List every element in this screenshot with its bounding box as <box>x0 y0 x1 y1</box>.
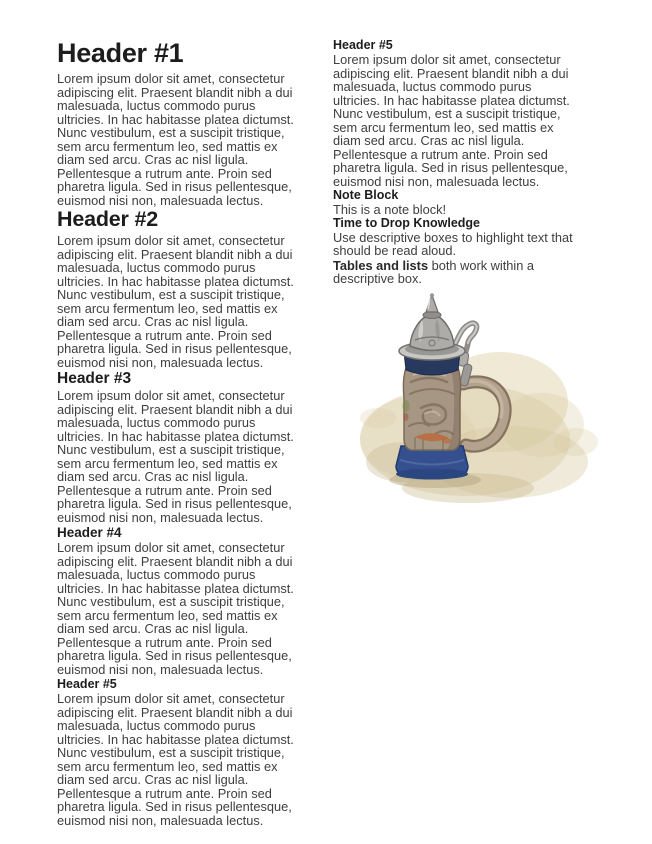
section-header-4 <box>57 525 303 676</box>
knowledge-block <box>333 217 579 286</box>
section-header-1 <box>57 38 303 207</box>
heading-level-5: Header #5 <box>57 677 117 691</box>
note-block-body: This is a note block! <box>333 201 447 217</box>
paragraph: Lorem ipsum dolor sit amet, consectetur adipiscing elit. Praesent blandit nibh a dui malesuada, luctus commodo purus ultricies. In hac habitasse platea dictumst. Nunc vestibulum, est a suscipit tristique, sem arcu fermentum leo, sed mattis ex diam sed arcu. Cras ac nisl ligula. Pellentesque a rutrum ante. Proin sed pharetra ligula. Sed in risus pellentesque, euismod nisi non, malesuada lectus. <box>57 540 294 677</box>
beer-stein-illustration <box>350 290 612 515</box>
paragraph: Lorem ipsum dolor sit amet, consectetur adipiscing elit. Praesent blandit nibh a dui malesuada, luctus commodo purus ultricies. In hac habitasse platea dictumst. Nunc vestibulum, est a suscipit tristique, sem arcu fermentum leo, sed mattis ex diam sed arcu. Cras ac nisl ligula. Pellentesque a rutrum ante. Proin sed pharetra ligula. Sed in risus pellentesque, euismod nisi non, malesuada lectus. <box>57 388 294 525</box>
section-header-5-right <box>333 38 579 188</box>
left-column <box>57 38 303 828</box>
heading-level-5: Header #5 <box>333 38 393 52</box>
tables-note-rest: both work within a descriptive box. <box>333 257 535 286</box>
paragraph: Lorem ipsum dolor sit amet, consectetur adipiscing elit. Praesent blandit nibh a dui malesuada, luctus commodo purus ultricies. In hac habitasse platea dictumst. Nunc vestibulum, est a suscipit tristique, sem arcu fermentum leo, sed mattis ex diam sed arcu. Cras ac nisl ligula. Pellentesque a rutrum ante. Proin sed pharetra ligula. Sed in risus pellentesque, euismod nisi non, malesuada lectus. <box>57 691 294 828</box>
heading-level-1: Header #1 <box>57 38 184 68</box>
right-column <box>333 38 579 287</box>
paragraph: Lorem ipsum dolor sit amet, consectetur adipiscing elit. Praesent blandit nibh a dui malesuada, luctus commodo purus ultricies. In hac habitasse platea dictumst. Nunc vestibulum, est a suscipit tristique, sem arcu fermentum leo, sed mattis ex diam sed arcu. Cras ac nisl ligula. Pellentesque a rutrum ante. Proin sed pharetra ligula. Sed in risus pellentesque, euismod nisi non, malesuada lectus. <box>57 71 294 208</box>
note-block-title: Note Block <box>333 188 399 202</box>
section-header-2 <box>57 208 303 369</box>
section-header-3 <box>57 370 303 524</box>
stein-lid <box>399 293 465 360</box>
knowledge-title: Time to Drop Knowledge <box>333 216 480 230</box>
tables-note-bold: Tables and lists <box>333 257 429 273</box>
heading-level-3: Header #3 <box>57 370 132 387</box>
section-header-5 <box>57 677 303 827</box>
paragraph: Lorem ipsum dolor sit amet, consectetur adipiscing elit. Praesent blandit nibh a dui malesuada, luctus commodo purus ultricies. In hac habitasse platea dictumst. Nunc vestibulum, est a suscipit tristique, sem arcu fermentum leo, sed mattis ex diam sed arcu. Cras ac nisl ligula. Pellentesque a rutrum ante. Proin sed pharetra ligula. Sed in risus pellentesque, euismod nisi non, malesuada lectus. <box>57 233 294 370</box>
note-block <box>333 189 579 216</box>
tables-note <box>333 259 579 286</box>
heading-level-2: Header #2 <box>57 207 158 231</box>
heading-level-4: Header #4 <box>57 525 122 540</box>
knowledge-body: Use descriptive boxes to highlight text that should be read aloud. <box>333 229 573 258</box>
paragraph: Lorem ipsum dolor sit amet, consectetur adipiscing elit. Praesent blandit nibh a dui malesuada, luctus commodo purus ultricies. In hac habitasse platea dictumst. Nunc vestibulum, est a suscipit tristique, sem arcu fermentum leo, sed mattis ex diam sed arcu. Cras ac nisl ligula. Pellentesque a rutrum ante. Proin sed pharetra ligula. Sed in risus pellentesque, euismod nisi non, malesuada lectus. <box>333 52 570 189</box>
